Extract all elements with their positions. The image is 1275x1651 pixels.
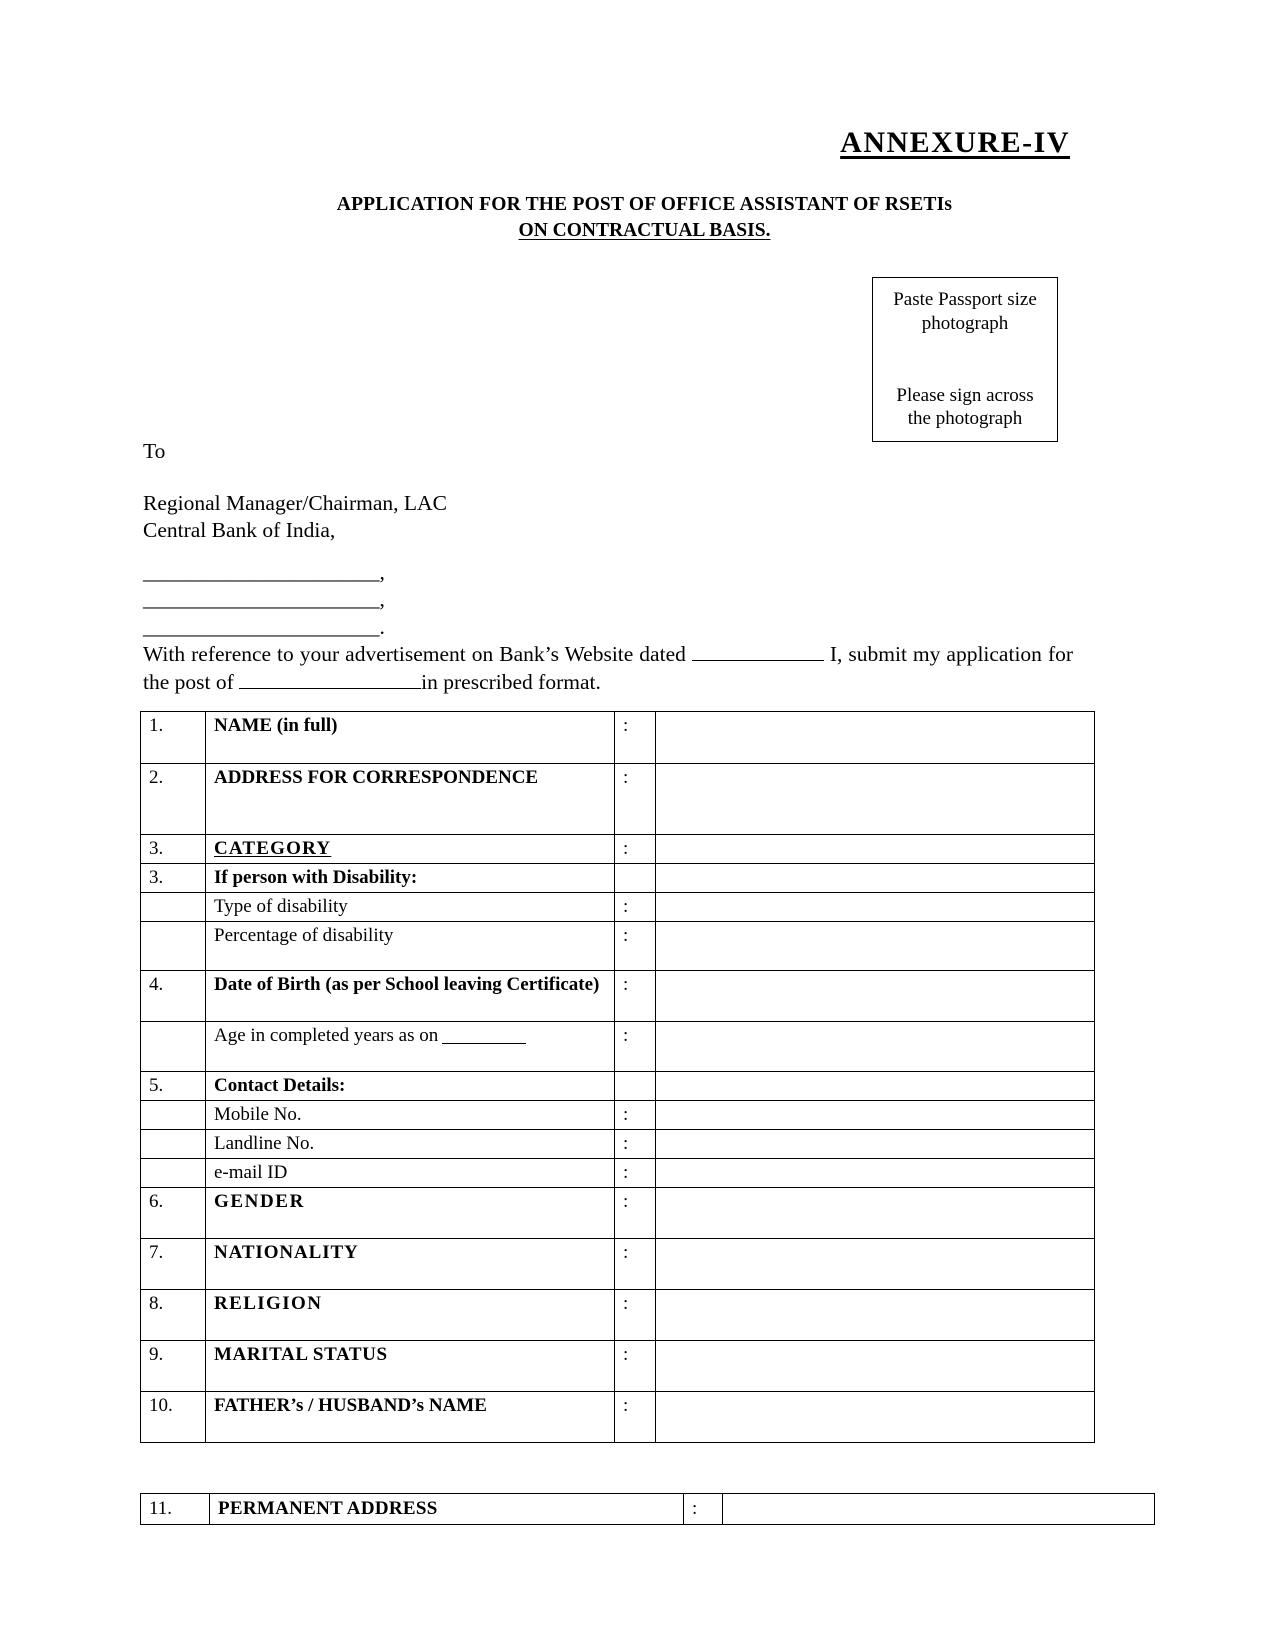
table-row [141, 712, 1095, 764]
photo-sign-line-2: the photograph [907, 408, 1023, 430]
addressee-block [143, 438, 447, 641]
row-number [141, 893, 206, 922]
addressee-designation: Regional Manager/Chairman, LAC [143, 490, 447, 515]
row-number: 2. [141, 764, 206, 835]
row-colon: : [615, 1101, 656, 1130]
row-colon [615, 1072, 656, 1101]
photo-paste-line-2: photograph [921, 312, 1009, 334]
form-heading-line-2-text: ON CONTRACTUAL BASIS [518, 220, 766, 242]
row-value-address-correspondence[interactable] [656, 764, 1095, 835]
row-colon: : [615, 712, 656, 764]
row-number [141, 1159, 206, 1188]
row-colon: : [615, 1239, 656, 1290]
row-value-date-of-birth[interactable] [656, 971, 1095, 1022]
post-name-blank[interactable] [239, 688, 421, 689]
row-label-gender [206, 1188, 615, 1239]
row-number: 5. [141, 1072, 206, 1101]
row-value-type-of-disability[interactable] [656, 893, 1095, 922]
row-number: 1. [141, 712, 206, 764]
row-value-landline-no[interactable] [656, 1130, 1095, 1159]
row-number: 8. [141, 1290, 206, 1341]
row-label-address-correspondence: ADDRESS FOR CORRESPONDENCE [206, 764, 615, 835]
permanent-address-table [140, 1493, 1155, 1525]
row-label-permanent-address: PERMANENT ADDRESS [210, 1494, 684, 1525]
table-row [141, 764, 1095, 835]
row-label-landline-no: Landline No. [206, 1130, 615, 1159]
row-number: 3. [141, 864, 206, 893]
table-row [141, 971, 1095, 1022]
table-row [141, 1130, 1095, 1159]
row-label-category-text: CATEGORY [214, 838, 332, 859]
table-row [141, 1022, 1095, 1072]
row-label-mobile-no: Mobile No. [206, 1101, 615, 1130]
row-value-contact-details [656, 1072, 1095, 1101]
table-row [141, 1159, 1095, 1188]
row-label-nationality [206, 1239, 615, 1290]
row-label-name: NAME (in full) [206, 712, 615, 764]
row-colon: : [615, 1392, 656, 1443]
row-label-contact-details: Contact Details: [206, 1072, 615, 1101]
applicant-details-table [140, 711, 1095, 1443]
age-as-on-date-blank[interactable] [442, 1030, 526, 1044]
addressee-spacer-2 [143, 545, 447, 559]
row-value-category[interactable] [656, 835, 1095, 864]
form-heading-line-2 [0, 218, 1275, 244]
table-row [141, 1341, 1095, 1392]
row-number: 4. [141, 971, 206, 1022]
row-colon: : [615, 971, 656, 1022]
row-colon: : [615, 1188, 656, 1239]
table-row [141, 835, 1095, 864]
row-colon: : [615, 1159, 656, 1188]
row-colon: : [615, 1022, 656, 1072]
row-label-marital-status-text: MARITAL STATUS [214, 1344, 388, 1365]
photo-instruction-paste [873, 288, 1057, 336]
row-colon: : [615, 835, 656, 864]
table-row [141, 1239, 1095, 1290]
row-value-religion[interactable] [656, 1290, 1095, 1341]
row-colon: : [615, 1130, 656, 1159]
table-row [141, 922, 1095, 971]
form-heading-line-1: APPLICATION FOR THE POST OF OFFICE ASSISTANT OF RSETIs [336, 194, 953, 215]
row-number [141, 1130, 206, 1159]
row-label-email-id: e-mail ID [206, 1159, 615, 1188]
row-label-category [206, 835, 615, 864]
addressee-bank-name: Central Bank of India, [143, 518, 336, 543]
addressee-to: To [143, 439, 166, 463]
row-value-percentage-of-disability[interactable] [656, 922, 1095, 971]
row-number: 3. [141, 835, 206, 864]
row-number: 7. [141, 1239, 206, 1290]
table-row [141, 1392, 1095, 1443]
photograph-box [872, 277, 1058, 442]
reference-text-before-date: With reference to your advertisement on Bank’s Website dated [143, 642, 686, 666]
table-row [141, 1101, 1095, 1130]
photo-sign-line-1: Please sign across [896, 384, 1034, 406]
table-row [141, 1188, 1095, 1239]
row-value-email-id[interactable] [656, 1159, 1095, 1188]
row-label-disability-heading: If person with Disability: [206, 864, 615, 893]
row-label-religion [206, 1290, 615, 1341]
row-value-permanent-address[interactable] [723, 1494, 1155, 1525]
table-row [141, 1494, 1155, 1525]
advertisement-date-blank[interactable] [692, 660, 824, 661]
form-heading-period: . [765, 220, 771, 242]
table-row [141, 864, 1095, 893]
row-value-father-husband-name[interactable] [656, 1392, 1095, 1443]
reference-paragraph [143, 640, 1073, 697]
row-number [141, 1101, 206, 1130]
table-row [141, 1072, 1095, 1101]
row-label-age-text: Age in completed years as on [214, 1025, 439, 1046]
row-label-gender-text: GENDER [214, 1191, 305, 1212]
row-number [141, 922, 206, 971]
addressee-blank-line-1: ______________________, [143, 559, 385, 584]
row-value-name[interactable] [656, 712, 1095, 764]
reference-text-after-post: in prescribed format. [421, 670, 601, 695]
row-colon: : [615, 764, 656, 835]
row-label-date-of-birth: Date of Birth (as per School leaving Certificate) [206, 971, 615, 1022]
photo-paste-line-1: Paste Passport size [893, 289, 1037, 310]
row-value-gender[interactable] [656, 1188, 1095, 1239]
addressee-blank-line-3: ______________________. [143, 614, 385, 639]
row-colon: : [684, 1494, 723, 1525]
row-label-marital-status [206, 1341, 615, 1392]
addressee-blank-line-2: ______________________, [143, 587, 385, 612]
row-colon [615, 864, 656, 893]
row-number: 6. [141, 1188, 206, 1239]
row-value-marital-status[interactable] [656, 1341, 1095, 1392]
row-number: 11. [141, 1494, 210, 1525]
row-colon: : [615, 922, 656, 971]
row-colon: : [615, 1290, 656, 1341]
annexure-title: ANNEXURE-IV [840, 126, 1070, 159]
row-label-nationality-text: NATIONALITY [214, 1242, 359, 1263]
row-value-nationality[interactable] [656, 1239, 1095, 1290]
row-label-type-of-disability: Type of disability [206, 893, 615, 922]
form-heading [0, 192, 1275, 245]
row-value-disability-heading [656, 864, 1095, 893]
addressee-spacer [143, 466, 447, 490]
reference-text-before-post: for the post of [143, 642, 1074, 695]
row-value-age-completed-years[interactable] [656, 1022, 1095, 1072]
table-row [141, 893, 1095, 922]
row-label-percentage-of-disability: Percentage of disability [206, 922, 615, 971]
row-number [141, 1022, 206, 1072]
row-colon: : [615, 893, 656, 922]
row-label-father-husband-name: FATHER’s / HUSBAND’s NAME [206, 1392, 615, 1443]
row-colon: : [615, 1341, 656, 1392]
row-label-religion-text: RELIGION [214, 1293, 323, 1314]
row-number: 10. [141, 1392, 206, 1443]
reference-text-after-date: I, submit my application [829, 642, 1042, 666]
photo-instruction-sign [873, 384, 1057, 432]
row-value-mobile-no[interactable] [656, 1101, 1095, 1130]
table-row [141, 1290, 1095, 1341]
row-number: 9. [141, 1341, 206, 1392]
row-label-age-completed-years [206, 1022, 615, 1072]
